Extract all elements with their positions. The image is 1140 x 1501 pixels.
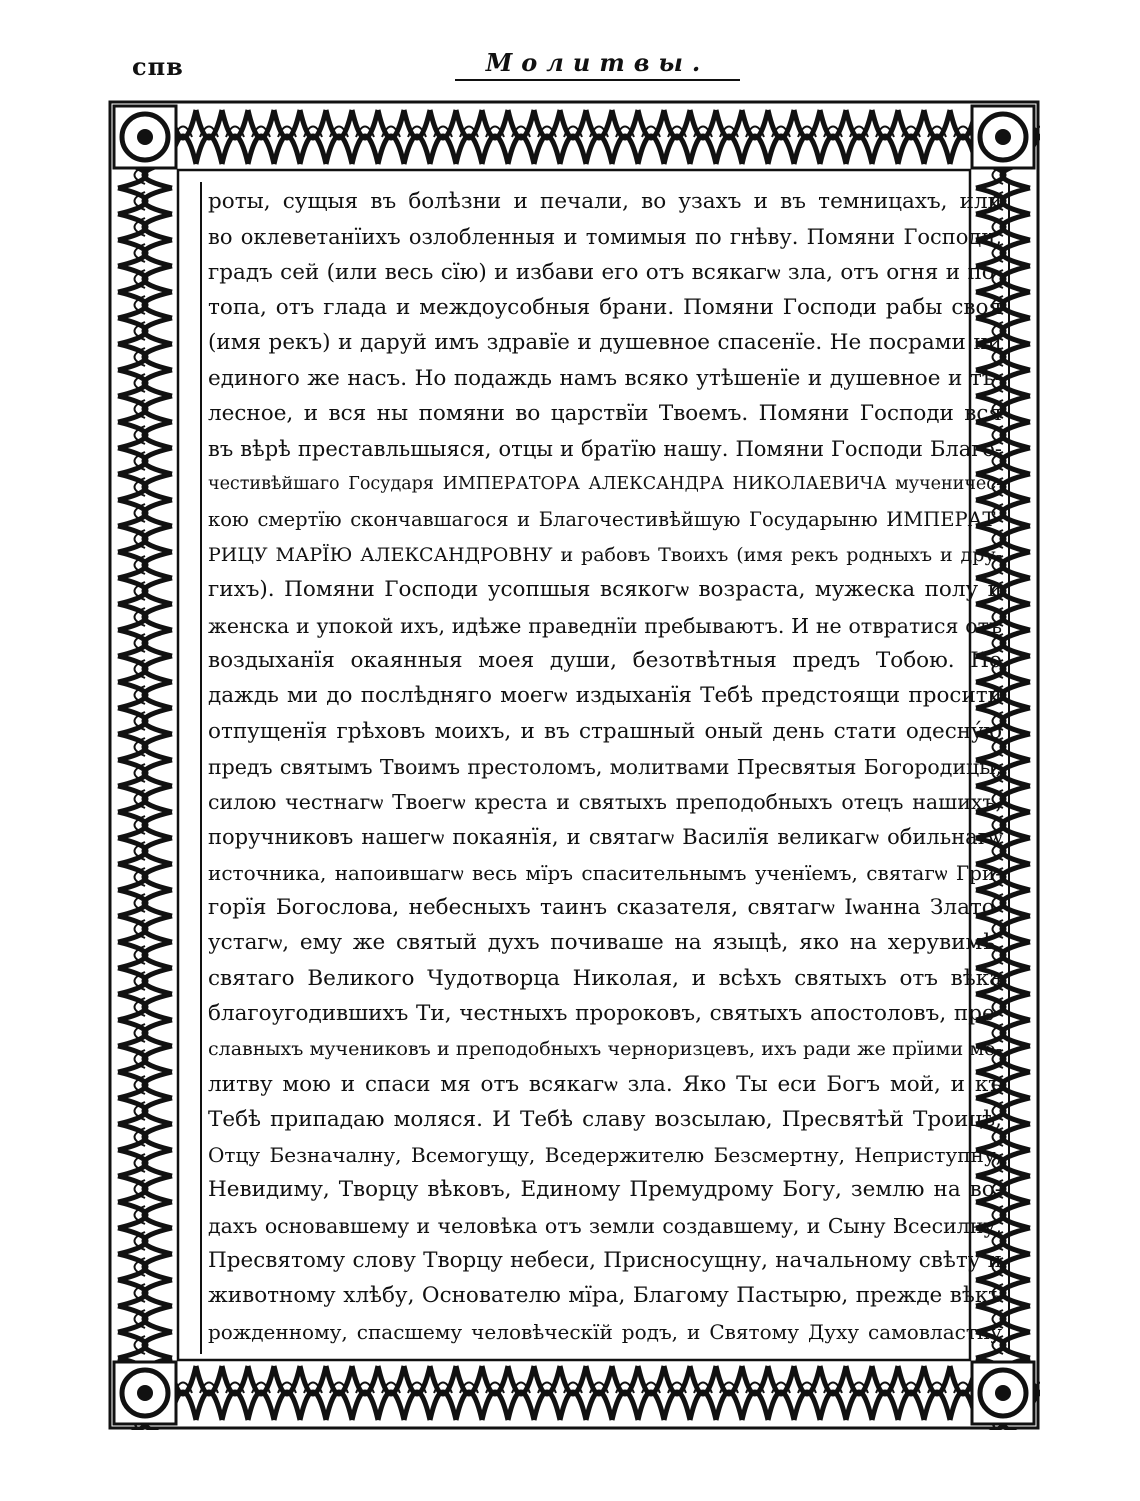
text-line: устагѡ, ему же святый духъ почиваше на языцѣ, яко на херувимѣ, (208, 930, 1002, 956)
text-line: поручниковъ нашегѡ покаянїя, и святагѡ Василїя великагѡ обильнагѡ (208, 825, 1002, 850)
title-rule (455, 79, 740, 81)
prayer-text-block (200, 182, 1010, 1354)
text-line: рожденному, спасшему человѣческїй родъ, и Святому Духу самовластну (208, 1319, 1002, 1344)
text-line: роты, сущыя въ болѣзни и печали, во узахъ и въ темницахъ, или (208, 189, 1002, 214)
text-line: лесное, и вся ны помяни во царствїи Твоемъ. Помяни Господи вся (208, 400, 1002, 426)
text-line: женска и упокой ихъ, идѣже праведнїи пребываютъ. И не отвратися отъ (208, 613, 1002, 638)
text-line: силою честнагѡ Твоегѡ креста и святыхъ преподобныхъ отецъ нашихъ, (208, 790, 1002, 815)
running-title: Молитвы. (485, 48, 710, 77)
text-line: единого же насъ. Но подаждь намъ всяко утѣшенїе и душевное и тѣ- (208, 365, 1002, 391)
text-line: кою смертїю скончавшагося и Благочестивѣйшую Государыню ИМПЕРАТ- (208, 507, 1002, 531)
text-line: святаго Великого Чудотворца Николая, и всѣхъ святыхъ отъ вѣка (208, 965, 1002, 991)
text-line: честивѣйшаго Государя ИМПЕРАТОРА АЛЕКСАНДРА НИКОЛАЕВИЧА мученичес- (208, 474, 1002, 495)
text-line: въ вѣрѣ преставльшыяся, отцы и братїю нашу. Помяни Господи Благо- (208, 437, 1002, 462)
text-line: источника, напоившагѡ весь мїръ спасительнымъ ученїемъ, святагѡ Гри- (208, 860, 1002, 885)
text-line: топа, отъ глада и междоусобныя брани. Помяни Господи рабы своя (208, 294, 1002, 320)
text-line: горїя Богослова, небесныхъ таинъ сказателя, святагѡ Іѡанна Злато- (208, 895, 1002, 920)
text-line: животному хлѣбу, Основателю мїра, Благому Пастырю, прежде вѣкъ (208, 1283, 1002, 1309)
text-line: даждь ми до послѣдняго моегѡ издыханїя Тебѣ предстоящи просити (208, 683, 1002, 709)
text-line: РИЦУ МАРЇЮ АЛЕКСАНДРОВНУ и рабовъ Твоихъ (имя рекъ родныхъ и дру- (208, 544, 1002, 566)
text-line: благоугодившихъ Ти, честныхъ пророковъ, святыхъ апостоловъ, пре- (208, 1000, 1002, 1026)
text-line: Тебѣ припадаю моляся. И Тебѣ славу возсылаю, Пресвятѣй Троицѣ, (208, 1106, 1002, 1132)
text-line: градъ сей (или весь сїю) и избави его отъ всякагѡ зла, отъ огня и по- (208, 259, 1002, 285)
text-line: предъ святымъ Твоимъ престоломъ, молитвами Пресвятыя Богородицы, (208, 754, 1002, 779)
text-line: (имя рекъ) и даруй имъ здравїе и душевное спасенїе. Не посрами ни (208, 330, 1002, 356)
text-line: во оклеветанїихъ озлобленныя и томимыя по гнѣву. Помяни Господи, (208, 225, 1002, 250)
text-line: славныхъ мучениковъ и преподобныхъ черноризцевъ, ихъ ради же прїими мо- (208, 1038, 1002, 1061)
text-line: Отцу Безначалну, Всемогущу, Вседержителю Безсмертну, Неприступну, (208, 1143, 1002, 1168)
text-line: отпущенїя грѣховъ моихъ, и въ страшный оный день стати одеснýю (208, 718, 1002, 744)
text-line: литву мою и спаси мя отъ всякагѡ зла. Яко Ты еси Богъ мой, и къ (208, 1071, 1002, 1097)
text-line: дахъ основавшему и человѣка отъ земли создавшему, и Сыну Всесилну, (208, 1213, 1002, 1238)
text-line: гихъ). Помяни Господи усопшыя всякогѡ возраста, мужеска полу и (208, 577, 1002, 603)
text-line: Невидиму, Творцу вѣковъ, Единому Премудрому Богу, землю на во- (208, 1177, 1002, 1203)
text-line: воздыханїя окаянныя моея души, безотвѣтныя предъ Тобою. Но (208, 647, 1002, 673)
text-line: Пресвятому слову Творцу небеси, Присносущну, начальному свѣту и (208, 1248, 1002, 1273)
page-number: спв (132, 52, 184, 81)
